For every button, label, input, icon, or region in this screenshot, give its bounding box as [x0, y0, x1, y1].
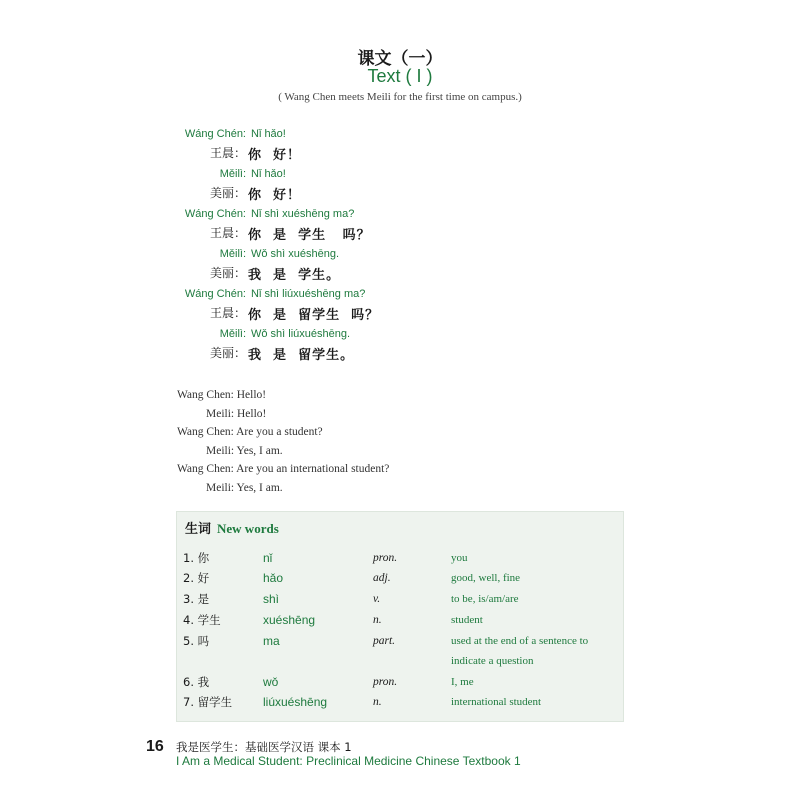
vocab-row [177, 674, 625, 694]
pinyin-line: Nǐ hǎo! [251, 128, 286, 140]
dialogue [0, 126, 800, 366]
vocab-meaning: good, well, fine [451, 572, 521, 584]
chinese-speaker: 王晨： [209, 306, 246, 320]
vocab-word: 3. 是 [183, 592, 210, 606]
vocab-pinyin: liúxuéshēng [263, 695, 328, 709]
vocab-word: 1. 你 [183, 551, 210, 565]
english-translation [177, 386, 597, 497]
vocab-meaning: used at the end of a sentence to indicate a question [451, 635, 589, 667]
page-number: 16 [146, 738, 164, 755]
pinyin-speaker: Wáng Chén: [184, 288, 246, 300]
chinese-speaker: 王晨： [209, 226, 246, 240]
vocab-part-of-speech: pron. [373, 676, 398, 688]
vocab-pinyin: wǒ [263, 675, 279, 689]
chinese-speaker: 美丽： [209, 266, 246, 280]
new-words-heading-en: New words [217, 521, 279, 536]
chinese-line: 你 是 学生 吗？ [248, 228, 371, 243]
vocab-meaning: student [451, 614, 483, 626]
vocab-row [177, 570, 625, 590]
dialogue-turn [0, 126, 800, 166]
lesson-title-zh: 课文（一） [357, 49, 443, 69]
vocab-part-of-speech: part. [373, 635, 396, 647]
pinyin-line: Nǐ shì liúxuéshēng ma? [251, 288, 366, 300]
vocab-word: 6. 我 [183, 675, 210, 689]
vocab-pinyin: hǎo [263, 571, 284, 585]
new-words-heading [185, 518, 279, 537]
vocab-pinyin: shì [263, 592, 280, 606]
new-words-heading-zh: 生词 [185, 522, 212, 537]
pinyin-speaker: Měilì: [219, 248, 246, 260]
vocab-pinyin: ma [263, 634, 280, 648]
chinese-speaker: 王晨： [209, 146, 246, 160]
pinyin-speaker: Wáng Chén: [184, 128, 246, 140]
pinyin-line: Wǒ shì xuéshēng. [251, 248, 340, 260]
vocab-row [177, 694, 625, 714]
translation-line: Meili: Yes, I am. [206, 444, 283, 457]
translation-line: Meili: Hello! [206, 407, 267, 420]
vocab-meaning: I, me [451, 676, 474, 688]
dialogue-turn [0, 206, 800, 246]
pinyin-line: Nǐ shì xuéshēng ma? [251, 208, 355, 220]
vocab-pinyin: nǐ [263, 551, 273, 565]
translation-line: Wang Chen: Hello! [177, 389, 267, 401]
pinyin-speaker: Wáng Chén: [184, 208, 246, 220]
lesson-subtitle: ( Wang Chen meets Meili for the first time on campus.) [278, 91, 522, 103]
chinese-line: 你 好！ [248, 188, 302, 203]
pinyin-line: Nǐ hǎo! [251, 168, 286, 180]
vocab-word: 2. 好 [183, 571, 210, 585]
vocab-row [177, 550, 625, 570]
vocab-row [177, 633, 625, 673]
chinese-line: 我 是 学生。 [248, 268, 341, 283]
chinese-line: 我 是 留学生。 [248, 348, 355, 363]
vocab-part-of-speech: n. [373, 614, 382, 626]
vocab-pinyin: xuéshēng [263, 613, 316, 627]
vocab-word: 7. 留学生 [183, 695, 233, 709]
pinyin-speaker: Měilì: [219, 168, 246, 180]
vocab-word: 5. 吗 [183, 634, 210, 648]
book-title-zh: 我是医学生：基础医学汉语 课本 1 [176, 740, 352, 754]
vocab-part-of-speech: adj. [373, 572, 391, 584]
pinyin-speaker: Měilì: [219, 328, 246, 340]
vocab-part-of-speech: v. [373, 593, 381, 605]
vocab-row [177, 612, 625, 632]
book-title-en: I Am a Medical Student: Preclinical Medicine Chinese Textbook 1 [176, 754, 521, 768]
translation-line: Wang Chen: Are you an international student? [177, 463, 390, 475]
chinese-line: 你 好！ [248, 148, 302, 163]
new-words-box [176, 511, 624, 722]
translation-line: Meili: Yes, I am. [206, 481, 283, 494]
dialogue-turn [0, 326, 800, 366]
vocab-word: 4. 学生 [183, 613, 221, 627]
translation-line: Wang Chen: Are you a student? [177, 426, 323, 438]
chinese-speaker: 美丽： [209, 346, 246, 360]
chinese-speaker: 美丽： [209, 186, 246, 200]
vocab-part-of-speech: n. [373, 696, 382, 708]
chinese-line: 你 是 留学生 吗？ [248, 308, 380, 323]
dialogue-turn [0, 286, 800, 326]
dialogue-turn [0, 246, 800, 286]
vocab-meaning: international student [451, 696, 542, 708]
vocab-part-of-speech: pron. [373, 552, 398, 564]
vocab-meaning: to be, is/am/are [451, 593, 519, 605]
vocab-meaning: you [451, 552, 468, 564]
dialogue-turn [0, 166, 800, 206]
pinyin-line: Wǒ shì liúxuéshēng. [251, 328, 351, 340]
lesson-title-en: Text ( I ) [367, 66, 433, 86]
vocab-row [177, 591, 625, 611]
